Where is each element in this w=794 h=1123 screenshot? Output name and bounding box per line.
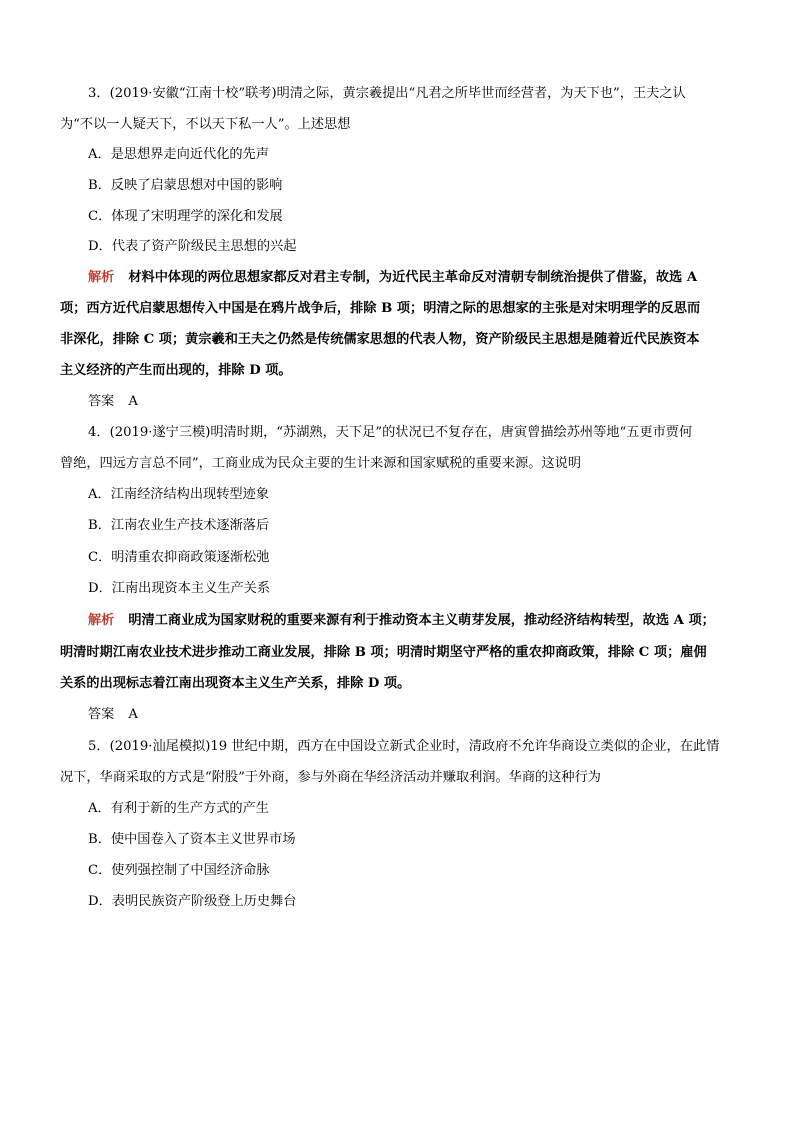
q4-analysis-line-2: 明清时期江南农业技术进步推动工商业发展，排除 B 项；明清时期坚守严格的重农抑商政策，排除 C 项；雇佣 (60, 645, 707, 660)
q5-option-b: B．使中国卷入了资本主义世界市场 (88, 832, 296, 847)
analysis-text: 明清工商业成为国家财税的重要来源有利于推动资本主义萌芽发展，推动经济结构转型，故选 A 项； (128, 613, 715, 628)
q3-stem-line-2: 为“不以一人疑天下，不以天下私一人”。上述思想 (60, 117, 351, 132)
answer-label: 答案 (88, 394, 115, 409)
q4-analysis-line-1 (88, 611, 715, 631)
q3-answer (88, 392, 138, 412)
q3-option-a: A．是思想界走向近代化的先声 (88, 147, 269, 162)
answer-value: A (128, 707, 138, 722)
q5-option-a: A．有利于新的生产方式的产生 (88, 801, 269, 816)
q4-answer (88, 705, 138, 725)
q4-stem-line-2: 曾绝，四远方言总不同”，工商业成为民众主要的生计来源和国家赋税的重要来源。这说明 (60, 456, 582, 471)
analysis-label: 解析 (88, 270, 115, 285)
q3-analysis-line-4: 主义经济的产生而出现的，排除 D 项。 (60, 363, 292, 378)
q4-option-c: C．明清重农抑商政策逐渐松弛 (88, 550, 270, 565)
q5-option-d: D．表明民族资产阶级登上历史舞台 (88, 894, 297, 909)
q5-stem-line-1: 5．(2019·汕尾模拟)19 世纪中期，西方在中国设立新式企业时，清政府不允许华商设立类似的企业，在此情 (88, 739, 720, 754)
q4-option-b: B．江南农业生产技术逐渐落后 (88, 518, 270, 533)
q3-analysis-line-1 (88, 268, 697, 288)
q3-stem-line-1: 3．(2019·安徽“江南十校”联考)明清之际，黄宗羲提出“凡君之所毕世而经营者，为天下也”，王夫之认 (88, 86, 686, 101)
analysis-text: 材料中体现的两位思想家都反对君主专制，为近代民主革命反对清朝专制统治提供了借鉴，故选 A (128, 270, 698, 285)
analysis-label: 解析 (88, 613, 115, 628)
q3-option-d: D．代表了资产阶级民主思想的兴起 (88, 239, 297, 254)
q3-option-b: B．反映了启蒙思想对中国的影响 (88, 178, 283, 193)
q3-analysis-line-3: 非深化，排除 C 项；黄宗羲和王夫之仍然是传统儒家思想的代表人物，资产阶级民主思想是随着近代民族资本 (60, 332, 700, 347)
q5-stem-line-2: 况下，华商采取的方式是“附股”于外商，参与外商在华经济活动并赚取利润。华商的这种行为 (60, 770, 601, 785)
q3-option-c: C．体现了宋明理学的深化和发展 (88, 209, 283, 224)
q3-analysis-line-2: 项；西方近代启蒙思想传入中国是在鸦片战争后，排除 B 项；明清之际的思想家的主张是对宋明理学的反思而 (60, 301, 701, 316)
q5-option-c: C．使列强控制了中国经济命脉 (88, 863, 270, 878)
q4-option-d: D．江南出现资本主义生产关系 (88, 581, 271, 596)
q4-analysis-line-3: 关系的出现标志着江南出现资本主义生产关系，排除 D 项。 (60, 676, 411, 691)
q4-option-a: A．江南经济结构出现转型迹象 (88, 487, 269, 502)
q4-stem-line-1: 4．(2019·遂宁三模)明清时期，“苏湖熟，天下足”的状况已不复存在，唐寅曾描绘苏州等地“五更市贾何 (88, 425, 693, 440)
answer-label: 答案 (88, 707, 115, 722)
answer-value: A (128, 394, 138, 409)
